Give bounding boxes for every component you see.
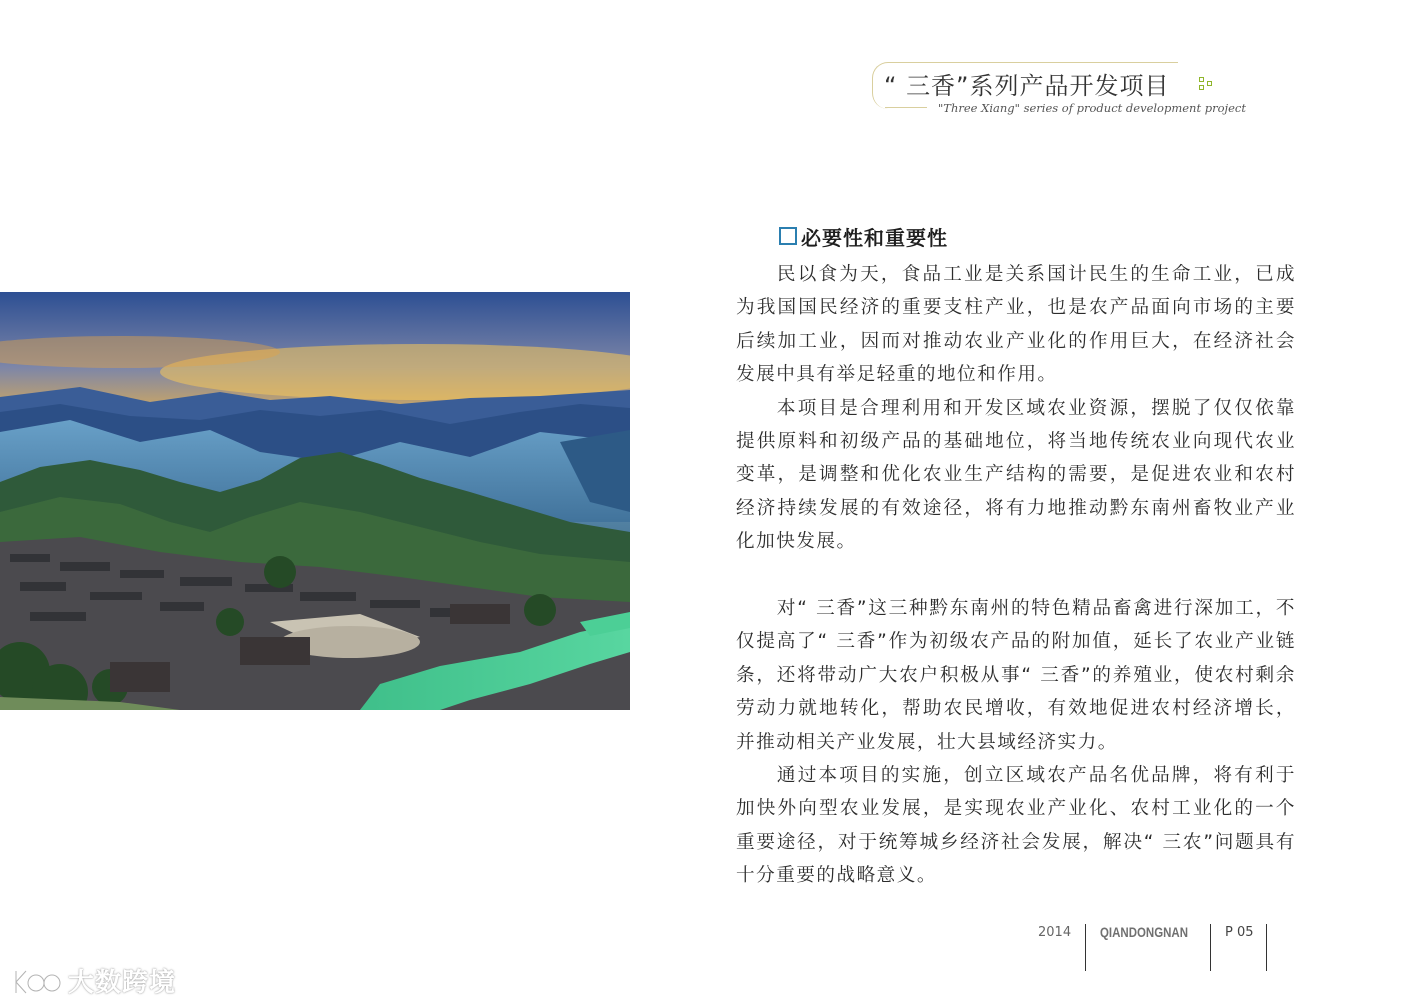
footer-brand: QIANDONGNAN xyxy=(1100,924,1189,940)
watermark-logo-icon xyxy=(12,965,64,997)
paragraph-4: 通过本项目的实施，创立区域农产品名优品牌，将有利于加快外向型农业发展，是实现农业产业化、农村工业化的一个重要途径，对于统筹城乡经济社会发展，解决“ 三农”问题具有十分重要的战略意义。 xyxy=(736,765,1296,887)
paragraph-2: 本项目是合理利用和开发区域农业资源，摆脱了仅仅依靠提供原料和初级产品的基础地位，将当地传统农业向现代农业变革，是调整和优化农业生产结构的需要，是促进农业和农村经济持续发展的有效途径，将有力地推动黔东南州畜牧业产业化加快发展。 xyxy=(736,397,1296,553)
section-heading-text: 必要性和重要性 xyxy=(801,225,948,250)
decorative-squares-icon xyxy=(1199,77,1221,95)
paragraph-3: 对“ 三香”这三种黔东南州的特色精品畜禽进行深加工，不仅提高了“ 三香”作为初级农产品的附加值，延长了农业产业链条，还将带动广大农户积极从事“ 三香”的养殖业，使农村剩余劳动力就地转化，帮助农民增收，有效地促进农村经济增长，并推动相关产业发展，壮大县域经济实力。 xyxy=(736,598,1296,753)
section-heading xyxy=(779,223,948,249)
watermark-text: 大数跨境 xyxy=(68,968,177,998)
footer-divider xyxy=(1266,924,1267,971)
paragraph-spacer xyxy=(736,559,1296,592)
footer-divider xyxy=(1085,924,1086,971)
page-title: “ 三香”系列产品开发项目 xyxy=(884,72,1170,100)
watermark xyxy=(12,962,176,999)
square-bullet-icon xyxy=(779,227,797,245)
page-number: P 05 xyxy=(1225,925,1254,940)
page-subtitle: "Three Xiang" series of product development project xyxy=(938,101,1246,115)
footer-divider xyxy=(1210,924,1211,971)
village-landscape-photo xyxy=(0,292,630,710)
paragraph-1: 民以食为天，食品工业是关系国计民生的生命工业，已成为我国国民经济的重要支柱产业，也是农产品面向市场的主要后续加工业，因而对推动农业产业化的作用巨大，在经济社会发展中具有举足轻重的地位和作用。 xyxy=(736,264,1296,386)
body-text xyxy=(736,258,1296,893)
footer-year: 2014 xyxy=(1038,925,1072,940)
title-frame-underline xyxy=(885,107,927,108)
